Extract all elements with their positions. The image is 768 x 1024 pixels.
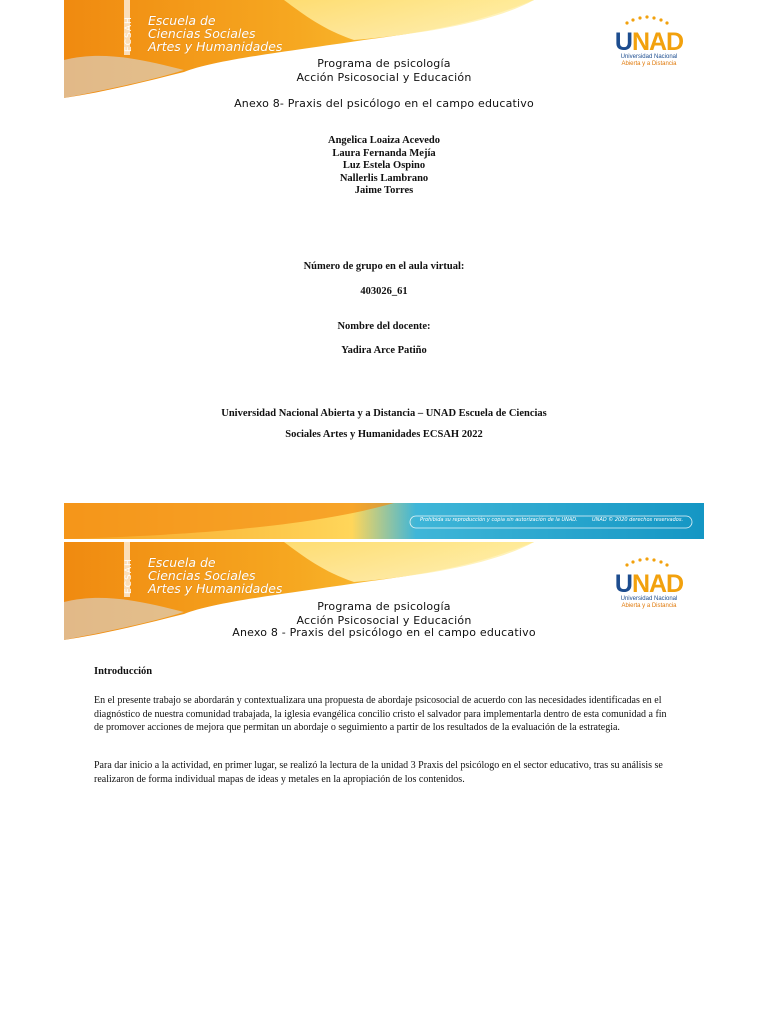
unad-subtitle-1: Universidad Nacional	[620, 54, 678, 60]
teacher-label: Nombre del docente:	[337, 321, 431, 332]
program-title: Programa de psicología	[317, 57, 451, 70]
unad-u: U	[614, 570, 632, 598]
unad-subtitle-1: Universidad Nacional	[620, 596, 678, 602]
ecsah-line-2: Ciencias Sociales	[148, 568, 256, 583]
ecsah-line-3: Artes y Humanidades	[148, 39, 283, 54]
footer-rights: UNAD © 2020 derechos reservados.	[592, 517, 684, 523]
footer-notice: Prohibida su reproducción y copia sin autorización de la UNAD.	[420, 517, 578, 523]
intro-paragraph-1: En el presente trabajo se abordarán y contextualizara una propuesta de abordaje psicosocial de acuerdo con las necesidades identificadas en el diagnóstico de nuestra comunidad trabajada, la iglesia evangélica concilio cristo el salvador para implementarla dentro de esta comunidad a fin de promover acciones de mejora que permitan un abordaje o seguimiento a partir de los resultados de la evaluación de la estrategia.	[94, 695, 667, 733]
author-name: Nallerlis Lambrano	[339, 172, 429, 184]
ecsah-logo-text	[148, 14, 282, 53]
unad-dots-icon	[619, 557, 679, 567]
annex-title: Anexo 8 - Praxis del psicólogo en el campo educativo	[232, 626, 536, 639]
author-name: Angelica Loaiza Acevedo	[328, 135, 440, 146]
unad-nad: NAD	[631, 28, 684, 56]
author-name: Laura Fernanda Mejía	[332, 147, 436, 159]
ecsah-vertical-logo: ECSAH	[124, 558, 134, 594]
teacher-value: Yadira Arce Patiño	[341, 345, 427, 356]
unad-dots-icon	[619, 15, 679, 25]
author-name: Jaime Torres	[354, 185, 414, 196]
ecsah-logo-text	[148, 556, 282, 595]
ecsah-line-2: Ciencias Sociales	[148, 26, 256, 41]
institution-line-1: Universidad Nacional Abierta y a Distancia – UNAD Escuela de Ciencias	[221, 408, 547, 419]
unad-u: U	[614, 28, 632, 56]
unad-wordmark	[614, 572, 684, 596]
cover-page	[64, 0, 704, 503]
course-title: Acción Psicosocial y Educación	[296, 71, 472, 84]
course-title: Acción Psicosocial y Educación	[296, 614, 472, 627]
ecsah-vertical-logo: ECSAH	[124, 16, 134, 52]
intro-paragraph-2: Para dar inicio a la actividad, en primer lugar, se realizó la lectura de la unidad 3 Praxis del psicólogo en el sector educativo, tras su análisis se realizaron de forma individual mapas de ideas y metales en la apropiación de los contenidos.	[94, 760, 663, 785]
institution-line-2: Sociales Artes y Humanidades ECSAH 2022	[285, 429, 483, 440]
group-value: 403026_61	[360, 286, 408, 297]
intro-heading: Introducción	[94, 666, 153, 677]
ecsah-line-1: Escuela de	[148, 555, 216, 570]
unad-nad: NAD	[631, 570, 684, 598]
unad-wordmark	[614, 30, 684, 54]
ecsah-line-1: Escuela de	[148, 13, 216, 28]
unad-subtitle-2: Abierta y a Distancia	[621, 61, 677, 67]
authors-list	[64, 135, 704, 198]
unad-subtitle-2: Abierta y a Distancia	[621, 603, 677, 609]
author-name: Luz Estela Ospino	[342, 160, 426, 171]
group-label: Número de grupo en el aula virtual:	[303, 261, 465, 272]
program-title: Programa de psicología	[317, 600, 451, 613]
ecsah-line-3: Artes y Humanidades	[148, 581, 283, 596]
annex-title: Anexo 8- Praxis del psicólogo en el campo educativo	[234, 97, 534, 110]
content-page	[64, 542, 704, 1024]
